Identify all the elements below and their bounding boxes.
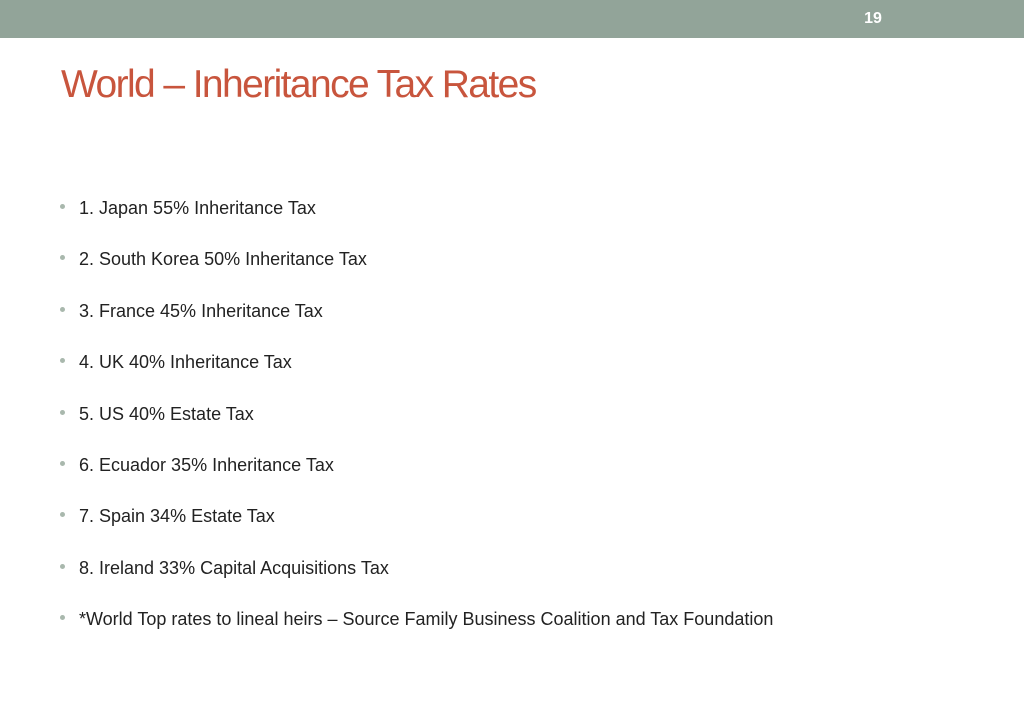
- bullet-text: *World Top rates to lineal heirs – Source Family Business Coalition and Tax Foundation: [79, 609, 774, 630]
- bullet-text: 8. Ireland 33% Capital Acquisitions Tax: [79, 557, 389, 578]
- bullet-text: 1. Japan 55% Inheritance Tax: [79, 198, 316, 218]
- bullet-dot-icon: [60, 615, 65, 620]
- bullet-dot-icon: [60, 512, 65, 517]
- bullet-dot-icon: [60, 307, 65, 312]
- bullet-dot-icon: [60, 358, 65, 363]
- bullet-text: 2. South Korea 50% Inheritance Tax: [79, 249, 367, 270]
- bullet-item: [58, 401, 773, 452]
- header-bar: [0, 0, 1024, 38]
- bullet-item: [58, 246, 773, 297]
- slide-title: World – Inheritance Tax Rates: [61, 63, 536, 106]
- bullet-text: 5. US 40% Estate Tax: [79, 403, 254, 424]
- bullet-item: [58, 503, 773, 554]
- bullet-item: [58, 298, 773, 349]
- bullet-dot-icon: [60, 564, 65, 569]
- bullet-item: [58, 555, 773, 606]
- source-note: [58, 606, 773, 657]
- slide-number: 19: [864, 10, 882, 27]
- bullet-item: [58, 349, 773, 400]
- bullet-item: [58, 452, 773, 503]
- bullet-text: 7. Spain 34% Estate Tax: [79, 506, 275, 527]
- bullet-dot-icon: [60, 255, 65, 260]
- bullet-list: [58, 195, 773, 658]
- bullet-dot-icon: [60, 410, 65, 415]
- bullet-item: [58, 195, 773, 246]
- bullet-dot-icon: [60, 204, 65, 209]
- bullet-text: 6. Ecuador 35% Inheritance Tax: [79, 454, 334, 475]
- bullet-dot-icon: [60, 461, 65, 466]
- bullet-text: 3. France 45% Inheritance Tax: [79, 300, 323, 321]
- bullet-text: 4. UK 40% Inheritance Tax: [79, 352, 292, 373]
